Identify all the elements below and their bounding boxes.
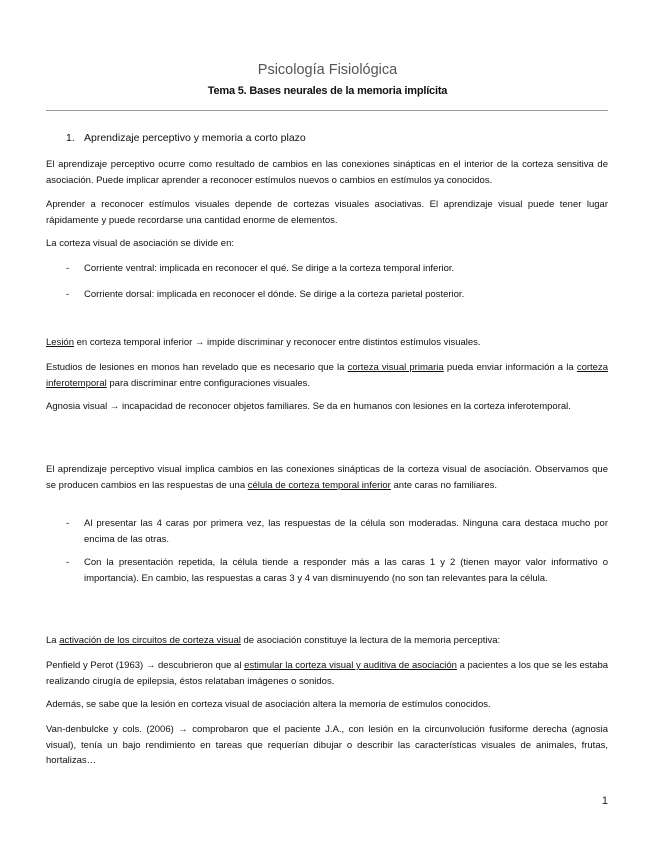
paragraph: Penfield y Perot (1963) → descubrieron que al estimular la corteza visual y auditiva de asociación a pacientes a los que se les estaba realizando cirugía de epilepsia, éstos relataban imágenes o sonidos. bbox=[46, 660, 609, 687]
course-title: Psicología Fisiológica bbox=[257, 62, 398, 78]
underlined-term: estimular la corteza visual y auditiva de asociación bbox=[244, 660, 457, 671]
list-item bbox=[66, 516, 608, 547]
underlined-term: corteza inferotemporal bbox=[46, 362, 608, 389]
bullet-dash: - bbox=[66, 557, 70, 568]
paragraph: El aprendizaje perceptivo ocurre como resultado de cambios en las conexiones sinápticas en el interior de la corteza sensitiva de asociación. Puede implicar aprender a reconocer estímulos nuevos o cambios en estímulos ya conocidos. bbox=[46, 159, 608, 186]
paragraph: Aprender a reconocer estímulos visuales depende de cortezas visuales asociativas. El aprendizaje visual puede tener lugar rápidamente y puede recordarse una cantidad enorme de elementos. bbox=[46, 199, 608, 226]
paragraph: Agnosia visual → incapacidad de reconocer objetos familiares. Se da en humanos con lesiones en la corteza inferotemporal. bbox=[46, 401, 571, 412]
paragraph: Estudios de lesiones en monos han revelado que es necesario que la corteza visual primaria pueda enviar información a la corteza inferotemporal para discriminar entre configuraciones visuales. bbox=[46, 362, 608, 389]
underlined-term: activación de los circuitos de corteza visual bbox=[59, 635, 241, 646]
paragraph: La activación de los circuitos de corteza visual de asociación constituye la lectura de la memoria perceptiva: bbox=[46, 635, 501, 646]
paragraph: El aprendizaje perceptivo visual implica cambios en las conexiones sinápticas de la corteza visual de asociación. Observamos que se producen cambios en las respuestas de una célula de corteza temporal inferior ante caras no familiares. bbox=[46, 464, 608, 491]
list-item bbox=[66, 261, 608, 277]
page-number: 1 bbox=[601, 795, 608, 807]
list-item bbox=[66, 287, 608, 303]
paragraph: Además, se sabe que la lesión en corteza visual de asociación altera la memoria de estímulos conocidos. bbox=[46, 699, 491, 710]
header-divider bbox=[46, 110, 608, 111]
underlined-term: Lesión bbox=[46, 337, 74, 348]
list-item-text: Con la presentación repetida, la célula tiende a responder más a las caras 1 y 2 (tienen mayor valor informativo o importancia). En cambio, las respuestas a caras 3 y 4 van disminuyendo (no son tan relevantes para la célula. bbox=[84, 557, 608, 584]
bullet-dash: - bbox=[66, 263, 70, 274]
paragraph: Lesión en corteza temporal inferior → impide discriminar y reconocer entre distintos estímulos visuales. bbox=[46, 337, 481, 348]
bullet-dash: - bbox=[66, 289, 70, 300]
list-item-text: Corriente dorsal: implicada en reconocer el dónde. Se dirige a la corteza parietal posterior. bbox=[84, 289, 465, 300]
section-number: 1. bbox=[66, 132, 75, 144]
underlined-term: célula de corteza temporal inferior bbox=[247, 479, 391, 491]
topic-title: Tema 5. Bases neurales de la memoria implícita bbox=[207, 85, 448, 97]
section-heading bbox=[66, 132, 306, 144]
list-item bbox=[66, 555, 608, 586]
list-item-text: Al presentar las 4 caras por primera vez, las respuestas de la célula son moderadas. Ninguna cara destaca mucho por encima de las otras. bbox=[84, 518, 608, 545]
list-item-text: Corriente ventral: implicada en reconocer el qué. Se dirige a la corteza temporal inferior. bbox=[84, 263, 455, 274]
bullet-dash: - bbox=[66, 518, 70, 529]
section-title: Aprendizaje perceptivo y memoria a corto plazo bbox=[84, 132, 306, 144]
paragraph: Van-denbulcke y cols. (2006) → comprobaron que el paciente J.A., con lesión en la circunvolución fusiforme derecha (agnosia visual), tenía un bajo rendimiento en tareas que requerían dibujar o describir las características visuales de animales, frutas, hortalizas… bbox=[46, 724, 608, 766]
underlined-term: corteza visual primaria bbox=[347, 362, 444, 373]
paragraph: La corteza visual de asociación se divide en: bbox=[46, 238, 235, 249]
